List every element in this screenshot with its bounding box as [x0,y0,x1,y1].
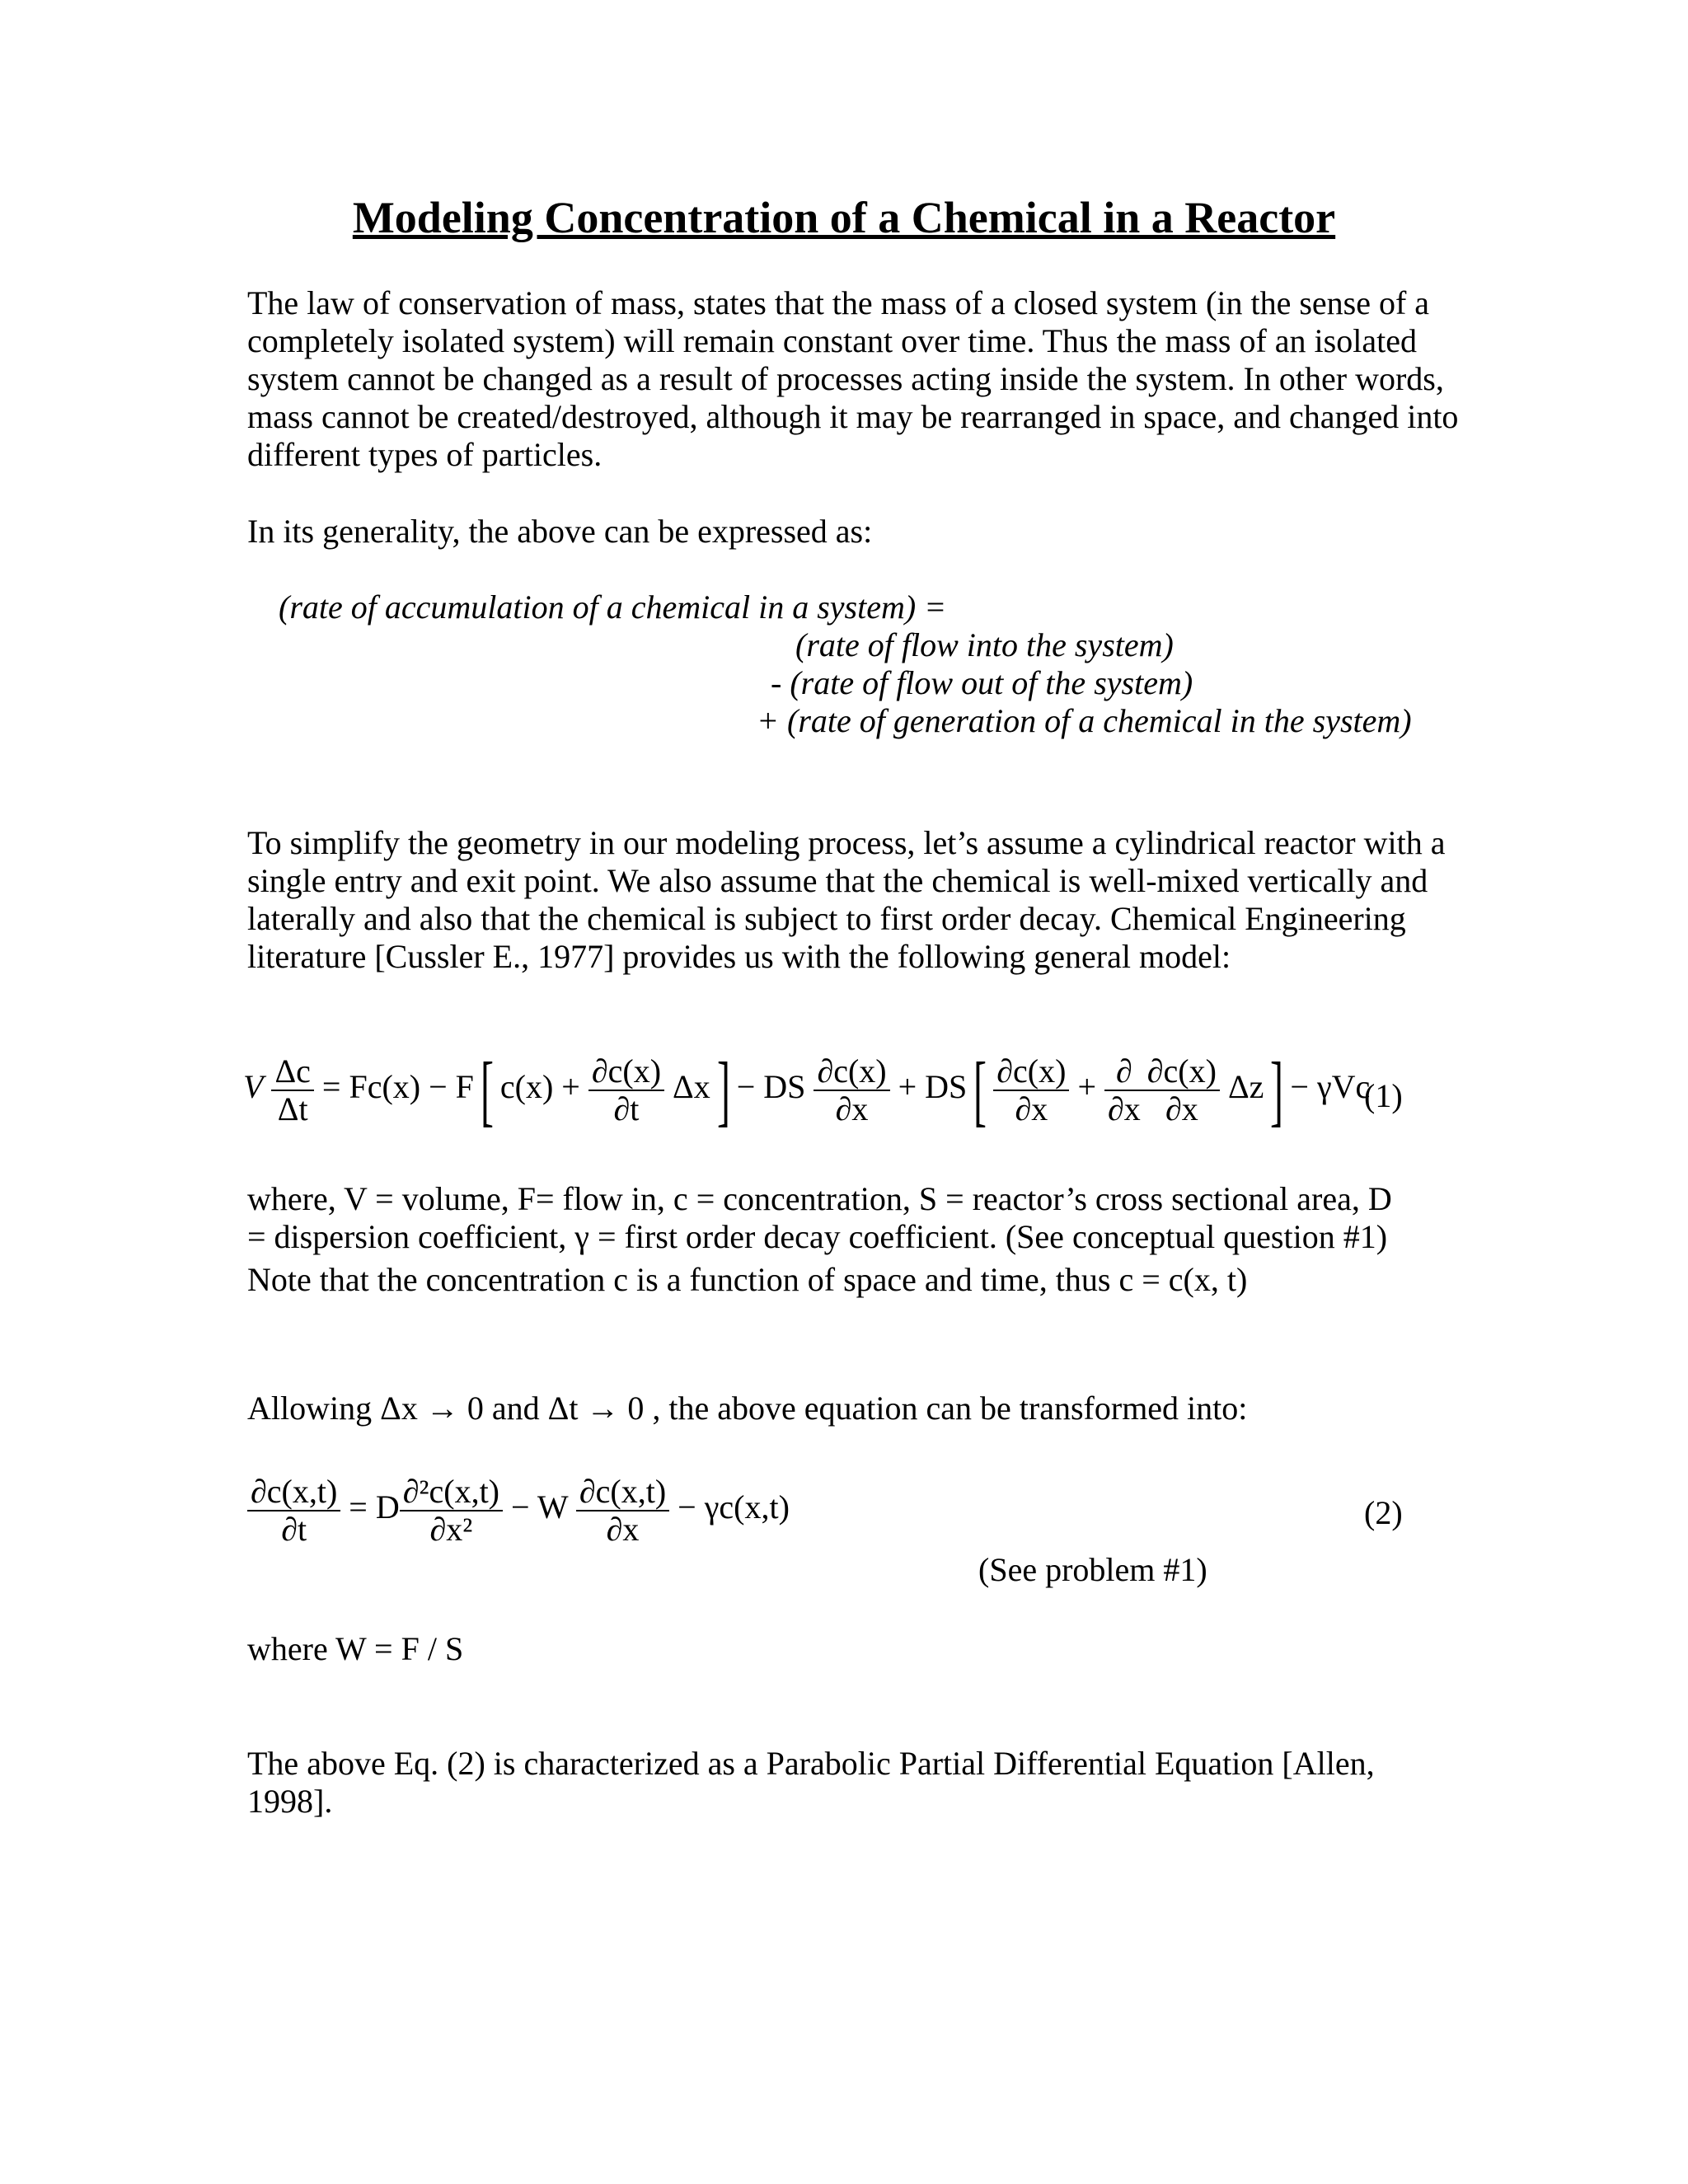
paragraph-generality [247,513,1467,551]
eq1-bracket-open-1: [ [480,1046,494,1134]
eq1-fraction-5-denominator: ∂x [1165,1090,1198,1127]
paragraph-where-2-text: where W = F / S [247,1630,464,1667]
paragraph-closing-text: The above Eq. (2) is characterized as a Parabolic Partial Differential Equation [Allen, 1998]. [247,1745,1375,1820]
eq1-fraction-4-denominator: ∂x [1108,1090,1141,1127]
eq1-fraction-2-denominator: ∂x [835,1090,869,1127]
paragraph-where-1-line-2: = dispersion coefficient, γ = first order decay coefficient. (See conceptual question #1) [247,1218,1388,1255]
eq2-fraction-1-numerator: ∂²c(x,t) [400,1474,503,1511]
eq2-lhs-denominator: ∂t [281,1511,307,1548]
eq1-term-4: − DS [736,1068,806,1106]
eq1-fraction-1-denominator: ∂t [613,1090,640,1127]
equation-1 [243,1046,1371,1134]
eq1-term-3: Δx [673,1068,710,1106]
eq2-lhs-numerator: ∂c(x,t) [247,1474,340,1511]
eq1-term-5: + DS [898,1068,968,1106]
paragraph-geometry-text: To simplify the geometry in our modeling process, let’s assume a cylindrical reactor with a single entry and exit point. We also assume that the chemical is well-mixed vertically and laterally and also that the chemical is subject to first order decay. Chemical Engineering literature [Cussler E., 1977] provides us with the following general model: [247,824,1446,975]
eq1-fraction-1-numerator: ∂c(x) [588,1053,664,1091]
eq1-term-8: − γVc [1290,1068,1371,1106]
eq1-term-7: Δz [1227,1068,1264,1106]
paragraph-geometry [247,824,1467,976]
eq2-lhs-fraction [247,1474,340,1548]
eq1-fraction-5 [1144,1053,1220,1127]
eq1-term-2: c(x) + [499,1068,580,1106]
eq1-fraction-3-denominator: ∂x [1015,1090,1048,1127]
eq2-fraction-2-numerator: ∂c(x,t) [576,1474,669,1511]
see-problem-text: (See problem #1) [978,1551,1207,1588]
eq1-lhs-fraction [271,1053,313,1127]
eq1-fraction-2-numerator: ∂c(x) [814,1053,889,1091]
paragraph-conservation-text: The law of conservation of mass, states that the mass of a closed system (in the sense of a completely isolated system) will remain constant over time. Thus the mass of an isolated system cannot be changed as a result of processes acting inside the system. In other words, mass cannot be created/destroyed, although it may be rearranged in space, and changed into different types of particles. [247,284,1459,473]
rate-line-outflow: - (rate of flow out of the system) [771,664,1193,701]
paragraph-generality-text: In its generality, the above can be expressed as: [247,513,873,550]
equation-2-number: (2) [1364,1494,1403,1531]
eq1-fraction-5-numerator: ∂c(x) [1144,1053,1220,1091]
eq2-term-2: − W [511,1488,568,1526]
rate-line-generation: + (rate of generation of a chemical in the system) [757,702,1412,739]
eq2-fraction-1-denominator: ∂x² [429,1511,473,1548]
eq2-term-1: = D [349,1488,400,1526]
eq1-fraction-4 [1104,1053,1144,1127]
eq1-lhs-numerator: Δc [271,1053,313,1091]
eq1-lhs-coefficient: V [243,1068,264,1106]
eq1-bracket-close-2: ] [1270,1046,1284,1134]
eq1-fraction-4-numerator: ∂ [1104,1053,1144,1091]
paragraph-where-1 [247,1180,1500,1299]
paragraph-where-2 [247,1630,1467,1668]
eq1-term-6: + [1077,1068,1097,1106]
paragraph-closing [247,1745,1467,1821]
rate-line-inflow: (rate of flow into the system) [795,626,1174,663]
eq1-fraction-3-numerator: ∂c(x) [993,1053,1069,1091]
paragraph-conservation [247,284,1467,474]
eq1-term-1: = Fc(x) − F [321,1068,474,1106]
eq2-fraction-2-denominator: ∂x [606,1511,640,1548]
paragraph-where-1-line-3: Note that the concentration c is a function of space and time, thus c = c(x, t) [247,1261,1248,1298]
rate-line-accumulation: (rate of accumulation of a chemical in a system) = [279,588,947,626]
equation-1-number: (1) [1364,1077,1403,1114]
equation-2 [247,1474,790,1548]
eq1-fraction-1 [588,1053,664,1127]
eq1-fraction-3 [993,1053,1069,1127]
see-problem-note [978,1551,1473,1589]
paragraph-where-1-line-1: where, V = volume, F= flow in, c = concentration, S = reactor’s cross sectional area, D [247,1180,1392,1217]
document-title: Modeling Concentration of a Chemical in a Reactor [352,193,1336,242]
eq1-lhs-denominator: Δt [277,1090,308,1127]
paragraph-allowing [247,1390,1467,1427]
paragraph-allowing-text: Allowing Δx → 0 and Δt → 0 , the above equation can be transformed into: [247,1390,1248,1427]
eq2-fraction-1 [400,1474,503,1548]
eq1-fraction-2 [814,1053,889,1127]
eq2-fraction-2 [576,1474,669,1548]
eq2-term-3: − γc(x,t) [678,1488,790,1526]
eq1-bracket-open-2: [ [973,1046,987,1134]
eq1-bracket-close-1: ] [716,1046,730,1134]
